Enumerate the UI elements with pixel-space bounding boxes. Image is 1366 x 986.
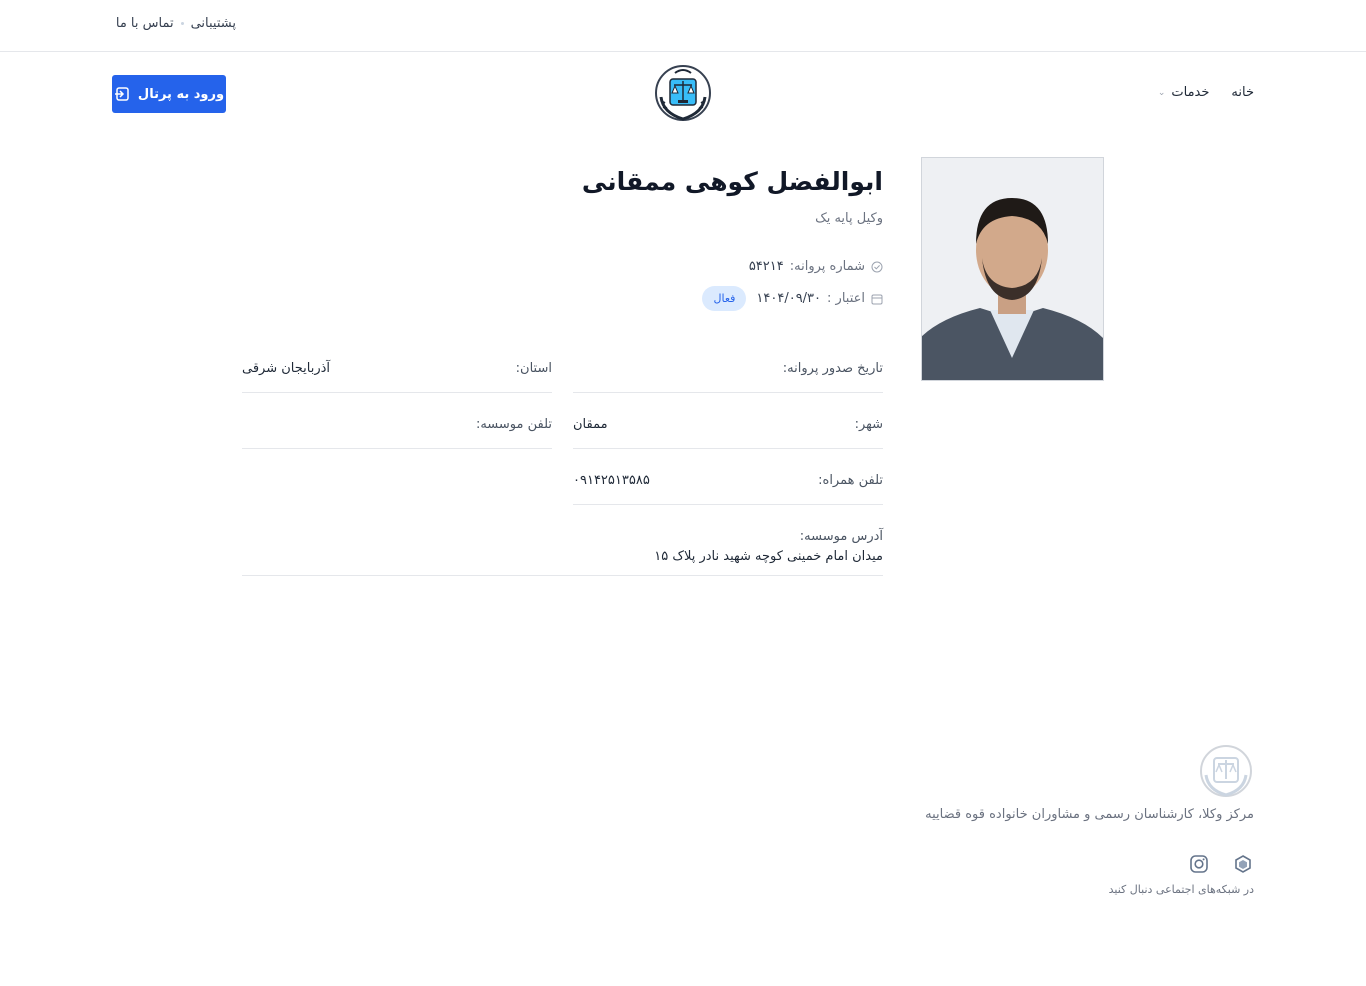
address-label: آدرس موسسه:: [799, 529, 883, 544]
license-label: شماره پروانه:: [789, 259, 865, 274]
main-nav: [1158, 85, 1254, 100]
check-circle-icon: [871, 261, 883, 273]
validity-row: [702, 286, 883, 311]
footer-follow-text: در شبکه‌های اجتماعی دنبال کنید: [1108, 883, 1254, 896]
mobile-field: [573, 473, 883, 505]
province-value: آذربایجان شرقی: [242, 361, 331, 376]
issue-date-label: تاریخ صدور پروانه:: [782, 361, 883, 376]
city-label: شهر:: [854, 417, 883, 432]
status-badge: فعال: [702, 286, 746, 311]
lawyer-name: ابوالفضل کوهی ممقانی: [581, 167, 883, 196]
top-bar: [0, 0, 1366, 52]
footer-logo: [1199, 744, 1253, 798]
top-links: [116, 16, 236, 31]
social-links: [1188, 853, 1254, 875]
portal-login-button[interactable]: [112, 75, 226, 113]
mobile-value[interactable]: ۰۹۱۴۲۵۱۳۵۸۵: [573, 473, 650, 488]
office-phone-label: تلفن موسسه:: [475, 417, 552, 432]
office-phone-field: [242, 417, 552, 449]
instagram-icon[interactable]: [1188, 853, 1210, 875]
footer-title: مرکز وکلا، کارشناسان رسمی و مشاوران خانواده قوه قضاییه: [925, 807, 1254, 822]
issue-date-field: [573, 361, 883, 393]
portal-login-label: ورود به پرتال: [137, 86, 225, 102]
support-link[interactable]: پشتیبانی: [190, 16, 236, 31]
mobile-label: تلفن همراه:: [818, 473, 883, 488]
separator-dot: [181, 22, 184, 25]
validity-date: ۱۴۰۴/۰۹/۳۰: [756, 291, 822, 306]
calendar-icon: [871, 293, 883, 305]
city-field: [573, 417, 883, 449]
license-number: ۵۴۲۱۴: [748, 259, 784, 274]
license-row: [749, 259, 883, 274]
chevron-down-icon: ⌄: [1157, 87, 1166, 98]
validity-label: اعتبار :: [827, 291, 865, 306]
judiciary-logo[interactable]: [653, 63, 713, 123]
address-field: [242, 529, 883, 576]
lawyer-photo: [921, 157, 1104, 381]
login-icon: [114, 86, 130, 102]
nav-services-label: خدمات: [1171, 85, 1210, 100]
province-label: استان:: [515, 361, 552, 376]
nav-home[interactable]: خانه: [1231, 85, 1254, 100]
city-value: ممقان: [573, 417, 608, 432]
lawyer-rank: وکیل پایه یک: [815, 211, 883, 226]
portrait-image: [921, 158, 1103, 381]
rubika-icon[interactable]: [1232, 853, 1254, 875]
address-value: میدان امام خمینی کوچه شهید نادر پلاک ۱۵: [654, 549, 883, 564]
province-field: [242, 361, 552, 393]
contact-link[interactable]: تماس با ما: [115, 16, 174, 31]
main-header: [0, 52, 1366, 136]
nav-services[interactable]: [1158, 85, 1210, 100]
